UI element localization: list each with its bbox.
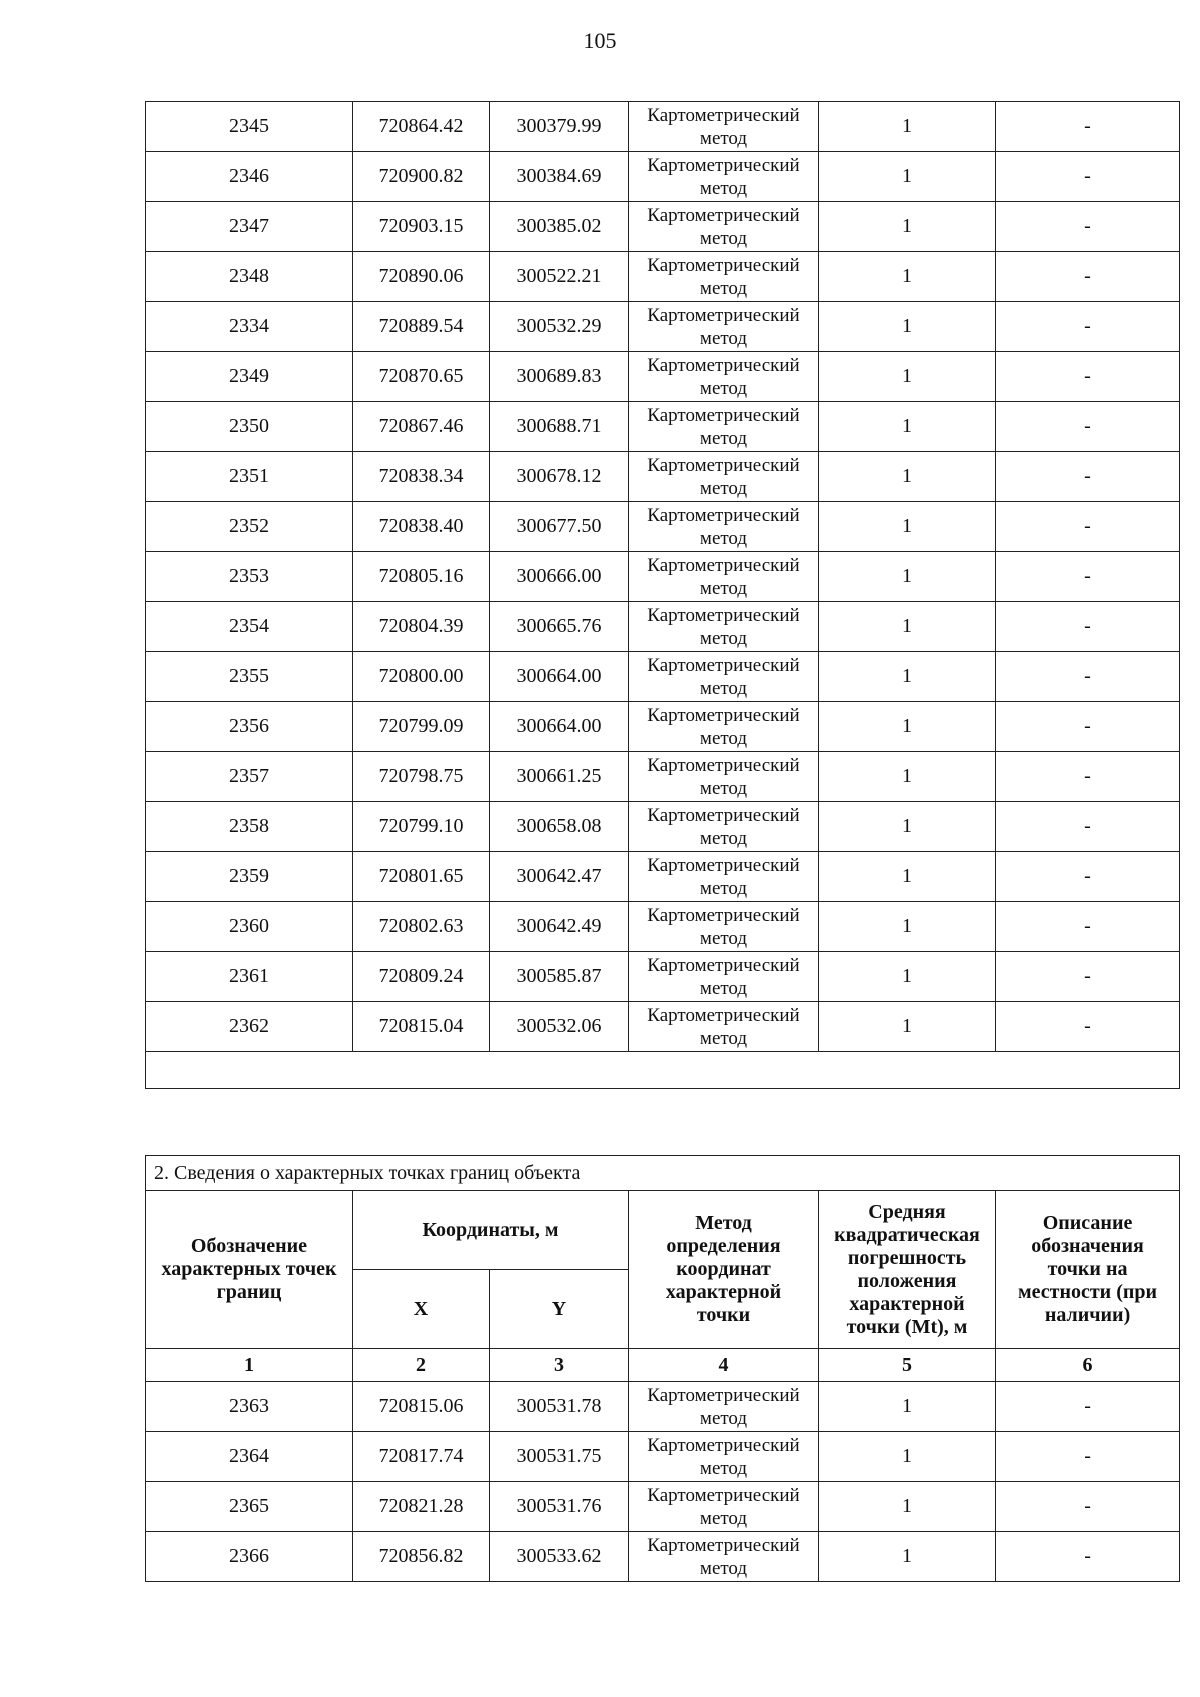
y-cell: 300531.78: [490, 1382, 629, 1432]
header-y: Y: [490, 1270, 629, 1349]
header-method: Метод определения координат характерной точки: [629, 1191, 819, 1349]
description-cell: -: [996, 652, 1180, 702]
error-cell: 1: [819, 1002, 996, 1052]
x-cell: 720802.63: [353, 902, 490, 952]
x-cell: 720815.04: [353, 1002, 490, 1052]
column-number: 1: [146, 1349, 353, 1382]
header-x: X: [353, 1270, 490, 1349]
x-cell: 720903.15: [353, 202, 490, 252]
header-description: Описание обозначения точки на местности (при наличии): [996, 1191, 1180, 1349]
table-row: [146, 1432, 1180, 1482]
table-row: [146, 1532, 1180, 1582]
column-number: 3: [490, 1349, 629, 1382]
error-cell: 1: [819, 152, 996, 202]
y-cell: 300532.29: [490, 302, 629, 352]
method-cell: Картометрический метод: [629, 252, 819, 302]
point-cell: 2350: [146, 402, 353, 452]
y-cell: 300678.12: [490, 452, 629, 502]
point-cell: 2359: [146, 852, 353, 902]
method-cell: Картометрический метод: [629, 652, 819, 702]
method-cell: Картометрический метод: [629, 852, 819, 902]
table-row: [146, 152, 1180, 202]
boundary-points-table-body: [146, 1382, 1180, 1582]
description-cell: -: [996, 902, 1180, 952]
description-cell: -: [996, 852, 1180, 902]
table-row: [146, 1002, 1180, 1052]
point-cell: 2345: [146, 102, 353, 152]
table-row: [146, 852, 1180, 902]
table-row: [146, 752, 1180, 802]
error-cell: 1: [819, 452, 996, 502]
x-cell: 720799.09: [353, 702, 490, 752]
description-cell: -: [996, 1002, 1180, 1052]
description-cell: -: [996, 1432, 1180, 1482]
error-cell: 1: [819, 952, 996, 1002]
point-cell: 2363: [146, 1382, 353, 1432]
y-cell: 300661.25: [490, 752, 629, 802]
description-cell: -: [996, 1532, 1180, 1582]
x-cell: 720799.10: [353, 802, 490, 852]
table-row: [146, 402, 1180, 452]
column-number: 2: [353, 1349, 490, 1382]
method-cell: Картометрический метод: [629, 702, 819, 752]
point-cell: 2357: [146, 752, 353, 802]
y-cell: 300384.69: [490, 152, 629, 202]
method-cell: Картометрический метод: [629, 802, 819, 852]
x-cell: 720867.46: [353, 402, 490, 452]
error-cell: 1: [819, 1432, 996, 1482]
table-row: [146, 702, 1180, 752]
table-row: [146, 102, 1180, 152]
table-row: [146, 902, 1180, 952]
method-cell: Картометрический метод: [629, 402, 819, 452]
method-cell: Картометрический метод: [629, 102, 819, 152]
description-cell: -: [996, 152, 1180, 202]
boundary-points-table: [145, 1155, 1180, 1582]
method-cell: Картометрический метод: [629, 602, 819, 652]
y-cell: 300385.02: [490, 202, 629, 252]
x-cell: 720804.39: [353, 602, 490, 652]
point-cell: 2355: [146, 652, 353, 702]
y-cell: 300666.00: [490, 552, 629, 602]
description-cell: -: [996, 252, 1180, 302]
method-cell: Картометрический метод: [629, 752, 819, 802]
description-cell: -: [996, 102, 1180, 152]
point-cell: 2354: [146, 602, 353, 652]
method-cell: Картометрический метод: [629, 1432, 819, 1482]
method-cell: Картометрический метод: [629, 902, 819, 952]
description-cell: -: [996, 952, 1180, 1002]
description-cell: -: [996, 752, 1180, 802]
y-cell: 300664.00: [490, 702, 629, 752]
method-cell: Картометрический метод: [629, 202, 819, 252]
point-cell: 2362: [146, 1002, 353, 1052]
description-cell: -: [996, 552, 1180, 602]
point-cell: 2356: [146, 702, 353, 752]
y-cell: 300531.76: [490, 1482, 629, 1532]
x-cell: 720864.42: [353, 102, 490, 152]
x-cell: 720889.54: [353, 302, 490, 352]
x-cell: 720817.74: [353, 1432, 490, 1482]
point-cell: 2349: [146, 352, 353, 402]
error-cell: 1: [819, 902, 996, 952]
description-cell: -: [996, 702, 1180, 752]
x-cell: 720821.28: [353, 1482, 490, 1532]
error-cell: 1: [819, 252, 996, 302]
empty-cell: [146, 1052, 1180, 1089]
point-cell: 2353: [146, 552, 353, 602]
description-cell: -: [996, 402, 1180, 452]
method-cell: Картометрический метод: [629, 1002, 819, 1052]
x-cell: 720890.06: [353, 252, 490, 302]
error-cell: 1: [819, 652, 996, 702]
column-number: 6: [996, 1349, 1180, 1382]
x-cell: 720809.24: [353, 952, 490, 1002]
method-cell: Картометрический метод: [629, 502, 819, 552]
description-cell: -: [996, 452, 1180, 502]
point-cell: 2347: [146, 202, 353, 252]
method-cell: Картометрический метод: [629, 152, 819, 202]
error-cell: 1: [819, 802, 996, 852]
error-cell: 1: [819, 752, 996, 802]
x-cell: 720856.82: [353, 1532, 490, 1582]
method-cell: Картометрический метод: [629, 1532, 819, 1582]
error-cell: 1: [819, 402, 996, 452]
x-cell: 720900.82: [353, 152, 490, 202]
method-cell: Картометрический метод: [629, 552, 819, 602]
table-row: [146, 352, 1180, 402]
points-table-continued: [145, 101, 1180, 1089]
x-cell: 720800.00: [353, 652, 490, 702]
point-cell: 2348: [146, 252, 353, 302]
point-cell: 2365: [146, 1482, 353, 1532]
error-cell: 1: [819, 302, 996, 352]
error-cell: 1: [819, 552, 996, 602]
error-cell: 1: [819, 702, 996, 752]
method-cell: Картометрический метод: [629, 352, 819, 402]
point-cell: 2361: [146, 952, 353, 1002]
point-cell: 2334: [146, 302, 353, 352]
table-row: [146, 952, 1180, 1002]
point-cell: 2346: [146, 152, 353, 202]
description-cell: -: [996, 352, 1180, 402]
point-cell: 2366: [146, 1532, 353, 1582]
description-cell: -: [996, 202, 1180, 252]
method-cell: Картометрический метод: [629, 952, 819, 1002]
x-cell: 720838.40: [353, 502, 490, 552]
y-cell: 300531.75: [490, 1432, 629, 1482]
method-cell: Картометрический метод: [629, 452, 819, 502]
x-cell: 720801.65: [353, 852, 490, 902]
error-cell: 1: [819, 102, 996, 152]
error-cell: 1: [819, 602, 996, 652]
error-cell: 1: [819, 852, 996, 902]
error-cell: 1: [819, 502, 996, 552]
x-cell: 720805.16: [353, 552, 490, 602]
y-cell: 300677.50: [490, 502, 629, 552]
table-row: [146, 1482, 1180, 1532]
y-cell: 300665.76: [490, 602, 629, 652]
x-cell: 720838.34: [353, 452, 490, 502]
error-cell: 1: [819, 1482, 996, 1532]
table-row: [146, 602, 1180, 652]
method-cell: Картометрический метод: [629, 302, 819, 352]
description-cell: -: [996, 302, 1180, 352]
y-cell: 300689.83: [490, 352, 629, 402]
table-row: [146, 552, 1180, 602]
description-cell: -: [996, 502, 1180, 552]
section-title: 2. Сведения о характерных точках границ объекта: [146, 1156, 1180, 1191]
table-row: [146, 452, 1180, 502]
empty-row: [146, 1052, 1180, 1089]
point-cell: 2351: [146, 452, 353, 502]
column-number: 5: [819, 1349, 996, 1382]
y-cell: 300658.08: [490, 802, 629, 852]
table-row: [146, 202, 1180, 252]
point-cell: 2360: [146, 902, 353, 952]
error-cell: 1: [819, 352, 996, 402]
points-table-body: [146, 102, 1180, 1089]
error-cell: 1: [819, 1382, 996, 1432]
y-cell: 300379.99: [490, 102, 629, 152]
y-cell: 300688.71: [490, 402, 629, 452]
table-row: [146, 652, 1180, 702]
description-cell: -: [996, 602, 1180, 652]
point-cell: 2358: [146, 802, 353, 852]
x-cell: 720798.75: [353, 752, 490, 802]
table-row: [146, 502, 1180, 552]
description-cell: -: [996, 1382, 1180, 1432]
point-cell: 2364: [146, 1432, 353, 1482]
x-cell: 720815.06: [353, 1382, 490, 1432]
table-row: [146, 802, 1180, 852]
error-cell: 1: [819, 1532, 996, 1582]
page-number: 105: [583, 28, 617, 53]
y-cell: 300664.00: [490, 652, 629, 702]
y-cell: 300533.62: [490, 1532, 629, 1582]
table-row: [146, 1382, 1180, 1432]
x-cell: 720870.65: [353, 352, 490, 402]
table-row: [146, 302, 1180, 352]
column-number: 4: [629, 1349, 819, 1382]
point-cell: 2352: [146, 502, 353, 552]
method-cell: Картометрический метод: [629, 1382, 819, 1432]
y-cell: 300585.87: [490, 952, 629, 1002]
error-cell: 1: [819, 202, 996, 252]
method-cell: Картометрический метод: [629, 1482, 819, 1532]
header-mean-error: Средняя квадратическая погрешность положения характерной точки (Mt), м: [819, 1191, 996, 1349]
y-cell: 300642.47: [490, 852, 629, 902]
description-cell: -: [996, 802, 1180, 852]
header-point-designation: Обозначение характерных точек границ: [146, 1191, 353, 1349]
y-cell: 300532.06: [490, 1002, 629, 1052]
header-coordinates: Координаты, м: [353, 1191, 629, 1270]
y-cell: 300522.21: [490, 252, 629, 302]
y-cell: 300642.49: [490, 902, 629, 952]
table-row: [146, 252, 1180, 302]
description-cell: -: [996, 1482, 1180, 1532]
